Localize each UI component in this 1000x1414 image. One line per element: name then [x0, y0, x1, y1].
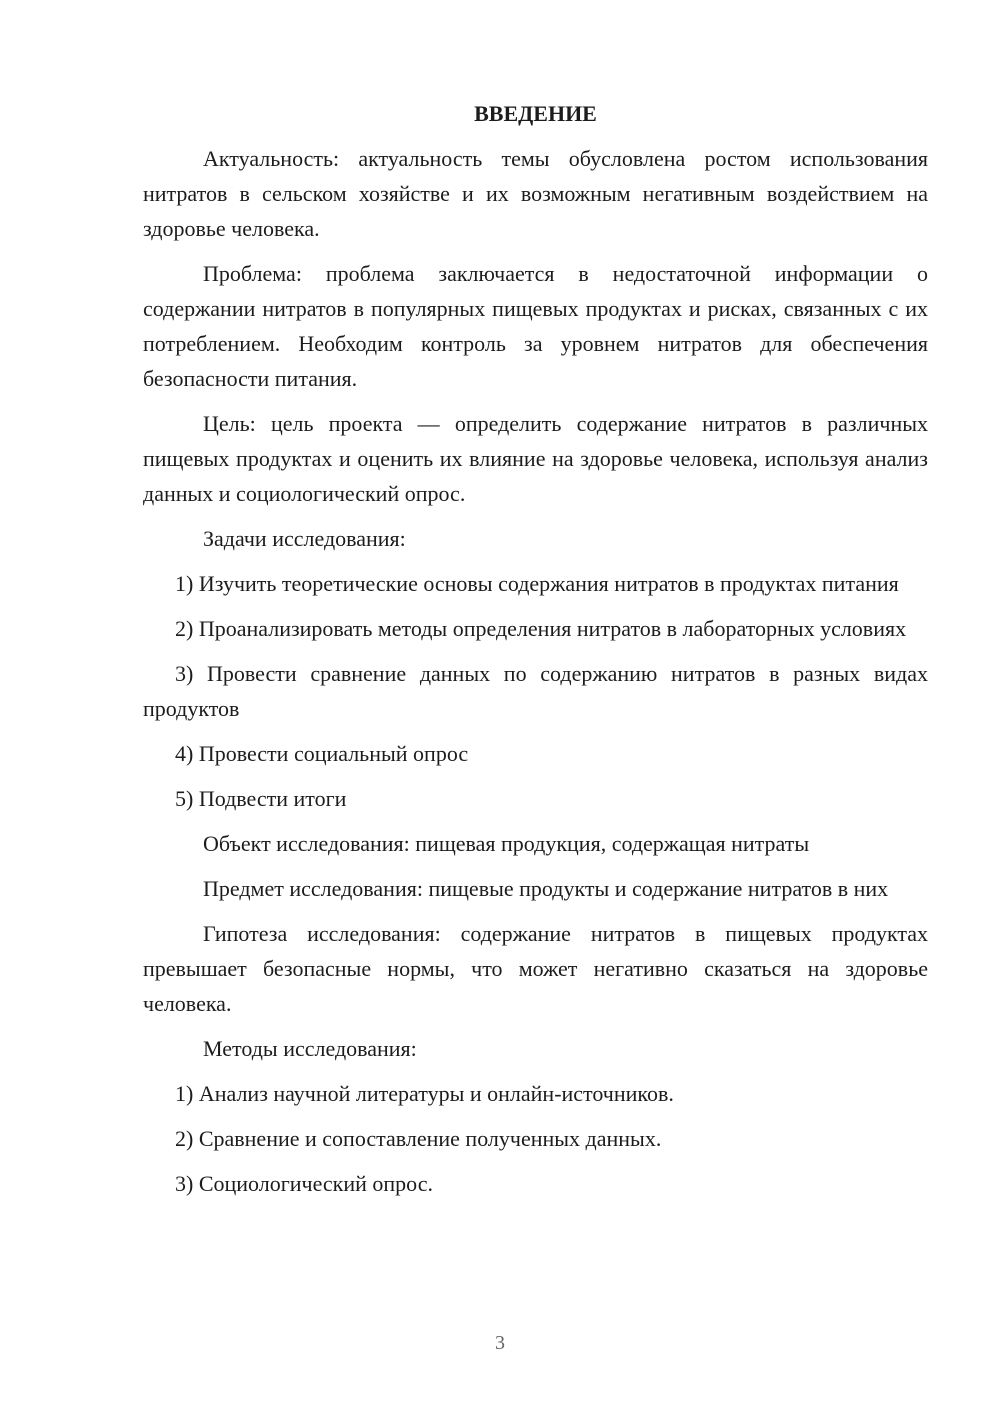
subject-paragraph: Предмет исследования: пищевые продукты и содержание нитратов в них [203, 876, 889, 901]
method-item: 1) Анализ научной литературы и онлайн-источников. [175, 1081, 674, 1106]
task-item: 4) Провести социальный опрос [175, 741, 469, 766]
object-paragraph: Объект исследования: пищевая продукция, содержащая нитраты [203, 831, 810, 856]
tasks-title: Задачи исследования: [203, 526, 406, 551]
method-item: 3) Социологический опрос. [175, 1171, 433, 1196]
hypothesis-paragraph: Гипотеза исследования: содержание нитратов в пищевых продуктах превышает безопасные нормы, что может негативно сказаться на здоровье человека. [143, 921, 928, 1016]
page-number: 3 [495, 1332, 505, 1354]
task-item: 3) Провести сравнение данных по содержанию нитратов в разных видах продуктов [143, 661, 928, 721]
task-item: 1) Изучить теоретические основы содержания нитратов в продуктах питания [175, 571, 899, 596]
task-item: 5) Подвести итоги [175, 786, 347, 811]
problem-paragraph: Проблема: проблема заключается в недостаточной информации о содержании нитратов в популярных пищевых продуктах и рисках, связанных с их потреблением. Необходим контроль за уровнем нитратов для обеспечения безопасности питания. [143, 261, 928, 391]
goal-paragraph: Цель: цель проекта — определить содержание нитратов в различных пищевых продуктах и оценить их влияние на здоровье человека, используя анализ данных и социологический опрос. [143, 411, 928, 506]
task-item: 2) Проанализировать методы определения нитратов в лабораторных условиях [175, 616, 907, 641]
method-item: 2) Сравнение и сопоставление полученных данных. [175, 1126, 662, 1151]
section-heading: ВВЕДЕНИЕ [474, 101, 597, 126]
relevance-paragraph: Актуальность: актуальность темы обусловлена ростом использования нитратов в сельском хозяйстве и их возможным негативным воздействием на здоровье человека. [143, 146, 928, 241]
methods-title: Методы исследования: [203, 1036, 417, 1061]
document-page [143, 96, 928, 1211]
